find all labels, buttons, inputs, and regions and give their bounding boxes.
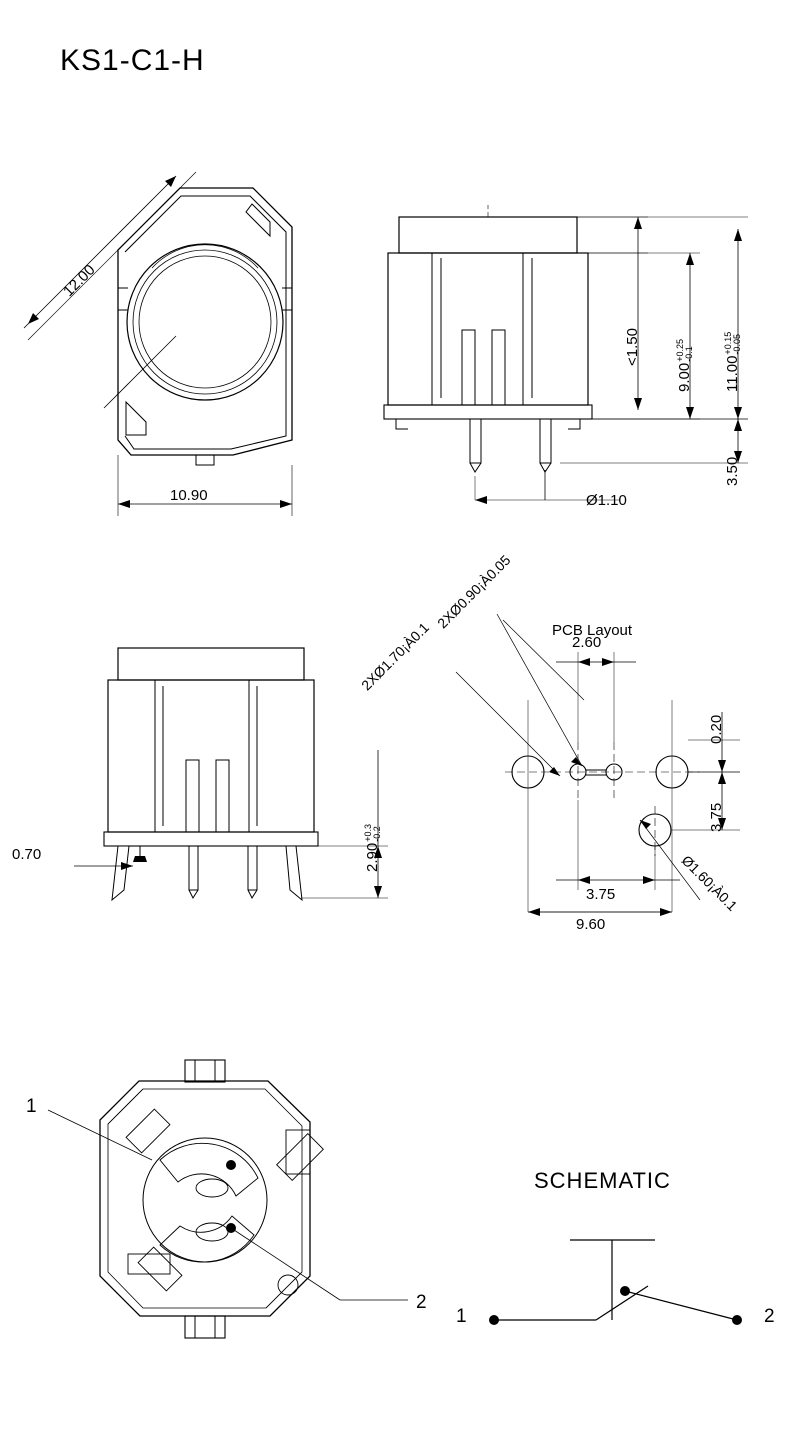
dim-label-pitch-top: 2.60 [572,634,602,651]
schematic-drawing [489,1240,742,1325]
schematic-terminal-2: 2 [764,1306,775,1327]
pcb-layout-title: PCB Layout [552,622,633,639]
dim-label-overall-960: 9.60 [576,916,606,933]
page-title: KS1-C1-H [60,44,205,77]
bottom-view-outline [48,1060,408,1338]
dim-label-pin-width: 0.70 [12,846,42,863]
dim-label-pin-dia: Ø1.10 [586,492,627,509]
dim-label-diagonal: 12.00 [60,261,99,301]
callout-label-2: 2 [416,1292,427,1313]
front-view-outline [384,205,592,472]
dim-pin-width [74,862,133,870]
dim-label-horizontal-375: 3.75 [586,886,616,903]
callout-label-1: 1 [26,1096,37,1117]
dim-label-width: 10.90 [170,487,208,504]
side-view-outline [104,648,318,900]
drawing-sheet: KS1-C1-H 12.00 10.90 <1.50 9.00 +0.25 -0.1 11.00 +0.15 -0.05 3.50 Ø1.10 0.70 2.90 +0.3 -0.2 PCB Layout 2XØ0.90¡À0.05 2XØ1.70¡À0.1 Ø1.60¡À0.1 2.60 0.20 3.75 3.75 9.60 1 2 SCHEMATIC 1 2 [0,0,800,1456]
dim-width-1090 [118,455,292,516]
schematic-title: SCHEMATIC [534,1168,671,1193]
schematic-terminal-1: 1 [456,1306,467,1327]
top-view-outline [118,188,292,465]
